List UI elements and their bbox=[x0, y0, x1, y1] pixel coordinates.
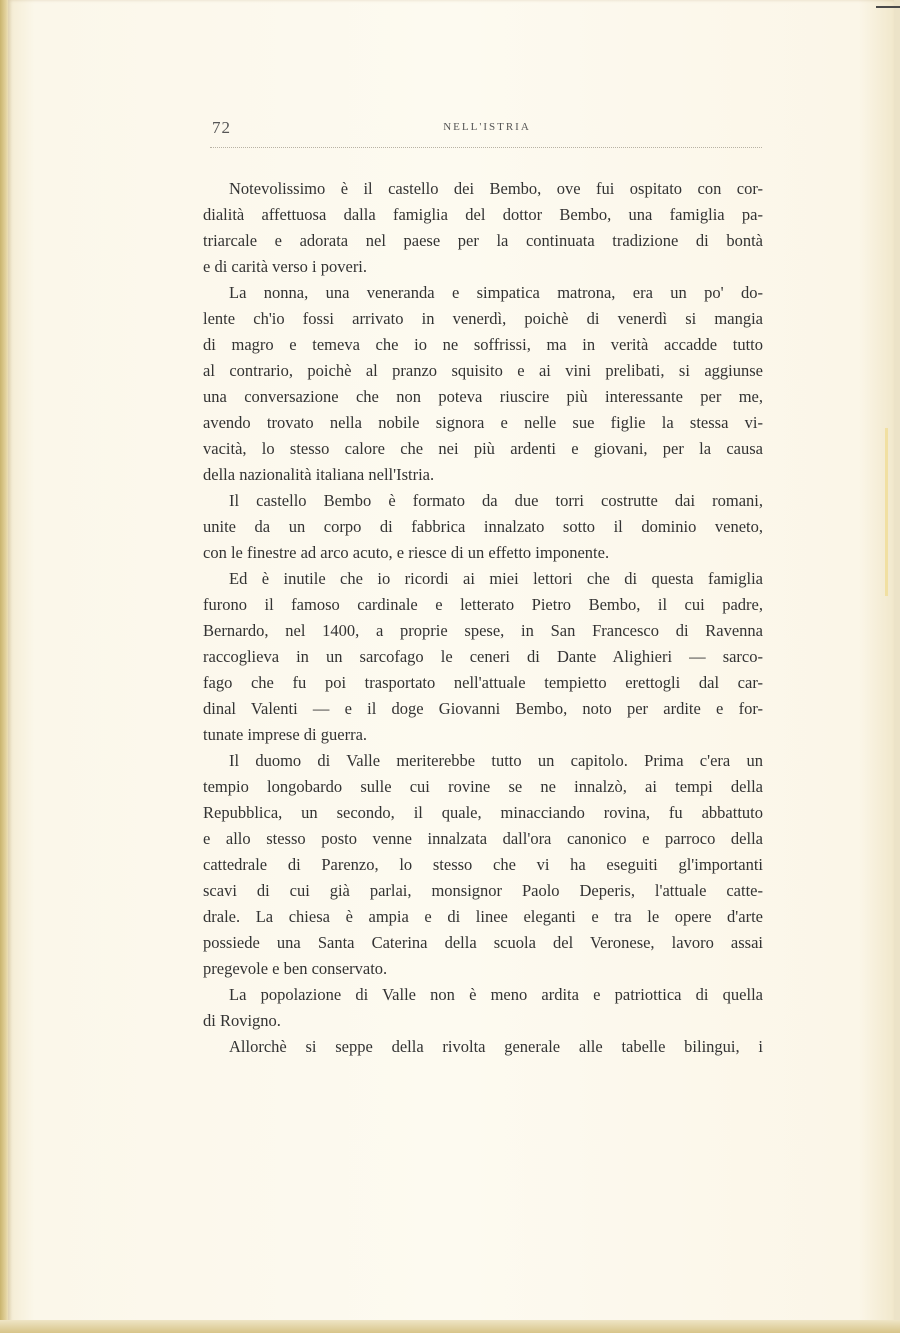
text-line: La nonna, una veneranda e simpatica matrona, era un po' do- bbox=[229, 283, 763, 302]
page-bottom-edge bbox=[0, 1320, 900, 1333]
text-line: Repubblica, un secondo, il quale, minacciando rovina, fu abbattuto bbox=[203, 803, 763, 822]
text-line: una conversazione che non poteva riuscire più interessante per me, bbox=[203, 387, 763, 406]
text-line: Ed è inutile che io ricordi ai miei lettori che di questa famiglia bbox=[229, 569, 763, 588]
text-line: Bernardo, nel 1400, a proprie spese, in San Francesco di Ravenna bbox=[203, 621, 763, 640]
text-line: e allo stesso posto venne innalzata dall'ora canonico e parroco della bbox=[203, 829, 763, 848]
text-line: tempio longobardo sulle cui rovine se ne innalzò, ai tempi della bbox=[203, 777, 763, 796]
text-line: dialità affettuosa dalla famiglia del dottor Bembo, una famiglia pa- bbox=[203, 205, 763, 224]
text-line: tunate imprese di guerra. bbox=[203, 725, 368, 744]
text-line: scavi di cui già parlai, monsignor Paolo Deperis, l'attuale catte- bbox=[203, 881, 763, 900]
text-line: furono il famoso cardinale e letterato Pietro Bembo, il cui padre, bbox=[203, 595, 763, 614]
page-header bbox=[212, 118, 762, 142]
text-line: lente ch'io fossi arrivato in venerdì, poichè di venerdì si mangia bbox=[203, 309, 763, 328]
text-line: della nazionalità italiana nell'Istria. bbox=[203, 465, 435, 484]
text-line: La popolazione di Valle non è meno ardita e patriottica di quella bbox=[229, 985, 763, 1004]
text-line: pregevole e ben conservato. bbox=[203, 959, 388, 978]
header-rule bbox=[210, 147, 762, 148]
text-line: con le finestre ad arco acuto, e riesce di un effetto imponente. bbox=[203, 543, 610, 562]
text-line: triarcale e adorata nel paese per la continuata tradizione di bontà bbox=[203, 231, 763, 250]
text-line: Il castello Bembo è formato da due torri costrutte dai romani, bbox=[229, 491, 763, 510]
text-line: avendo trovato nella nobile signora e nelle sue figlie la stessa vi- bbox=[203, 413, 763, 432]
text-line: Il duomo di Valle meriterebbe tutto un capitolo. Prima c'era un bbox=[229, 751, 763, 770]
text-line: unite da un corpo di fabbrica innalzato sotto il dominio veneto, bbox=[203, 517, 763, 536]
page-stain bbox=[885, 428, 888, 596]
text-line: Allorchè si seppe della rivolta generale alle tabelle bilingui, i bbox=[229, 1037, 763, 1056]
text-line: dinal Valenti — e il doge Giovanni Bembo, noto per ardite e for- bbox=[203, 699, 763, 718]
text-line: di Rovigno. bbox=[203, 1011, 281, 1030]
text-line: fago che fu poi trasportato nell'attuale tempietto erettogli dal car- bbox=[203, 673, 763, 692]
text-line: drale. La chiesa è ampia e di linee eleganti e tra le opere d'arte bbox=[203, 907, 763, 926]
text-line: cattedrale di Parenzo, lo stesso che vi ha eseguiti gl'importanti bbox=[203, 855, 763, 874]
page-number: 72 bbox=[212, 118, 231, 137]
running-title: NELL'ISTRIA bbox=[443, 121, 531, 133]
scan-mark bbox=[876, 6, 900, 8]
text-line: Notevolissimo è il castello dei Bembo, ove fui ospitato con cor- bbox=[229, 179, 763, 198]
text-line: vacità, lo stesso calore che nei più ardenti e giovani, per la causa bbox=[203, 439, 763, 458]
text-line: possiede una Santa Caterina della scuola del Veronese, lavoro assai bbox=[203, 933, 763, 952]
text-line: al contrario, poichè al pranzo squisito e ai vini prelibati, si aggiunse bbox=[203, 361, 763, 380]
text-line: raccoglieva in un sarcofago le ceneri di Dante Alighieri — sarco- bbox=[203, 647, 763, 666]
text-line: e di carità verso i poveri. bbox=[203, 257, 368, 276]
text-line: di magro e temeva che io ne soffrissi, ma in verità accadde tutto bbox=[203, 335, 763, 354]
body-text bbox=[203, 176, 763, 1060]
